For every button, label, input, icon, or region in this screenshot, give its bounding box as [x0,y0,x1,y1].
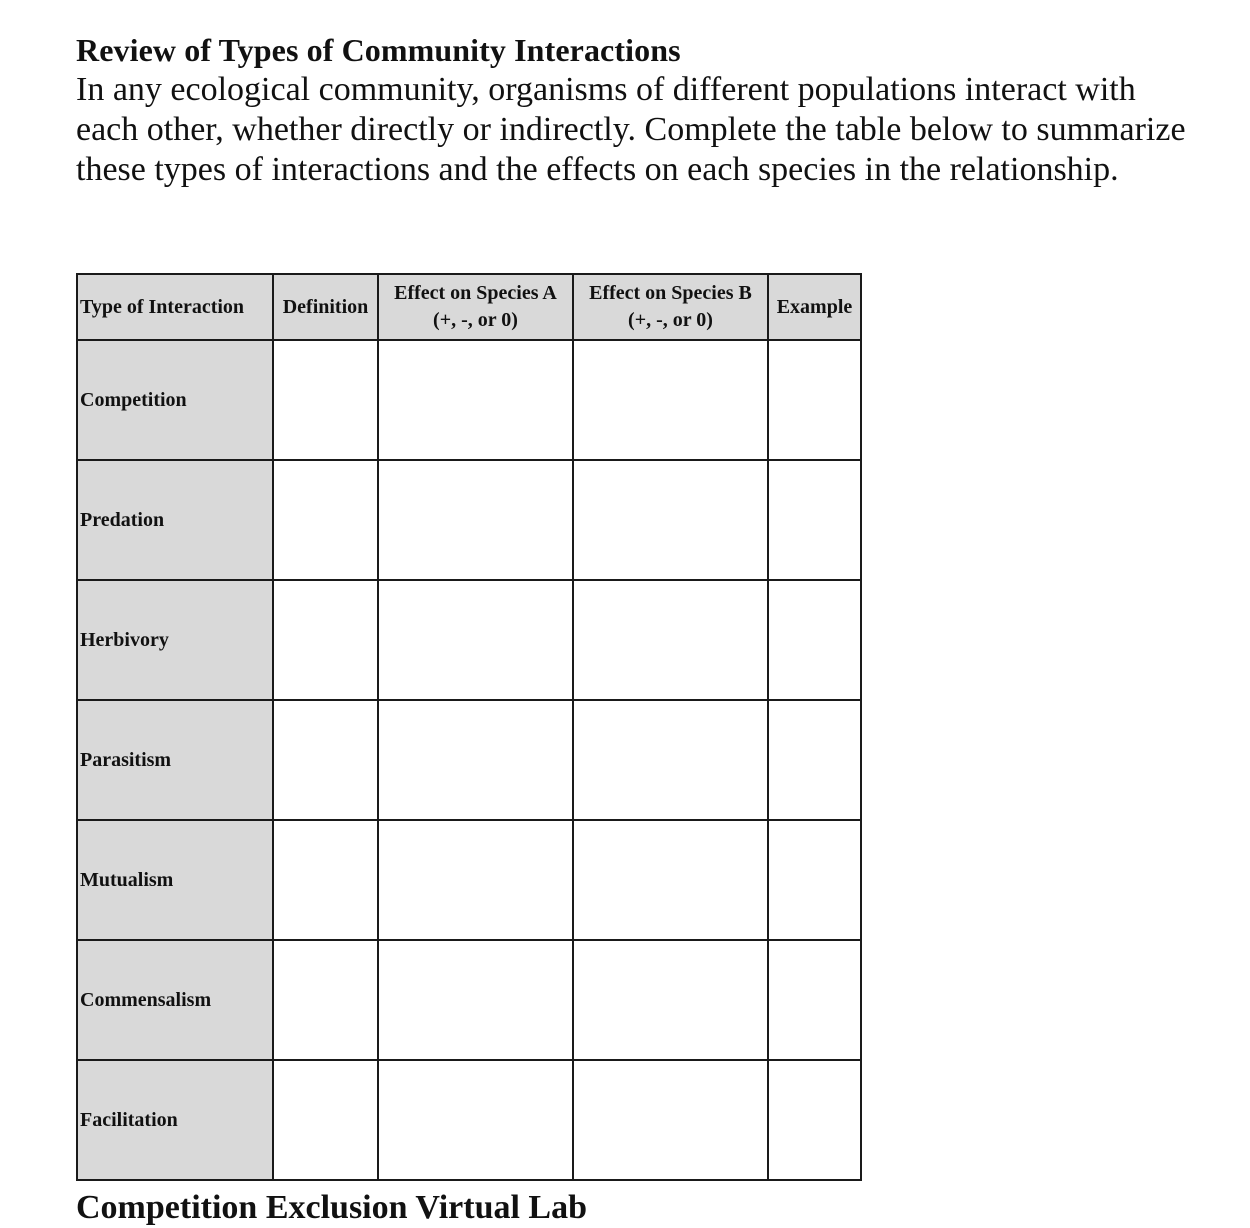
cell-definition[interactable] [273,940,378,1060]
cell-example[interactable] [768,940,861,1060]
cell-example[interactable] [768,460,861,580]
cell-effect-species-b[interactable] [573,460,768,580]
cell-definition[interactable] [273,460,378,580]
header-effect-species-b-label: Effect on Species B [589,282,752,304]
table-row [77,340,861,460]
cell-example[interactable] [768,340,861,460]
cell-effect-species-b[interactable] [573,580,768,700]
next-section-heading-partial: Competition Exclusion Virtual Lab [76,1189,588,1226]
table-row [77,460,861,580]
table-row [77,580,861,700]
row-label-commensalism: Commensalism [77,940,273,1060]
cell-effect-species-a[interactable] [378,940,573,1060]
header-type-of-interaction: Type of Interaction [77,274,273,340]
cell-effect-species-a[interactable] [378,820,573,940]
cell-example[interactable] [768,1060,861,1180]
cell-definition[interactable] [273,580,378,700]
header-example: Example [768,274,861,340]
table-row [77,1060,861,1180]
cell-definition[interactable] [273,700,378,820]
header-effect-species-a [378,274,573,340]
cell-effect-species-a[interactable] [378,580,573,700]
row-label-parasitism: Parasitism [77,700,273,820]
table-row [77,820,861,940]
cell-definition[interactable] [273,820,378,940]
cell-effect-species-a[interactable] [378,460,573,580]
cell-effect-species-b[interactable] [573,700,768,820]
cell-effect-species-a[interactable] [378,340,573,460]
header-definition: Definition [273,274,378,340]
cell-example[interactable] [768,820,861,940]
cell-effect-species-b[interactable] [573,940,768,1060]
row-label-predation: Predation [77,460,273,580]
document-intro: In any ecological community, organisms of different populations interact with each other, whether directly or indirectly. Complete the table below to summarize these types of interactions and the effects on each species in the relationship. [76,71,1186,188]
cell-example[interactable] [768,700,861,820]
header-effect-species-b-hint: (+, -, or 0) [628,309,713,331]
table-row [77,940,861,1060]
cell-example[interactable] [768,580,861,700]
header-effect-species-a-label: Effect on Species A [394,282,557,304]
cell-effect-species-a[interactable] [378,1060,573,1180]
cell-effect-species-b[interactable] [573,820,768,940]
row-label-herbivory: Herbivory [77,580,273,700]
table-header-row [77,274,861,340]
cell-effect-species-b[interactable] [573,1060,768,1180]
table-row [77,700,861,820]
interactions-table [76,273,862,1181]
document-title: Review of Types of Community Interactions [76,32,681,68]
cell-effect-species-b[interactable] [573,340,768,460]
row-label-mutualism: Mutualism [77,820,273,940]
cell-definition[interactable] [273,1060,378,1180]
cell-effect-species-a[interactable] [378,700,573,820]
row-label-facilitation: Facilitation [77,1060,273,1180]
header-effect-species-a-hint: (+, -, or 0) [433,309,518,331]
header-effect-species-b [573,274,768,340]
cell-definition[interactable] [273,340,378,460]
row-label-competition: Competition [77,340,273,460]
